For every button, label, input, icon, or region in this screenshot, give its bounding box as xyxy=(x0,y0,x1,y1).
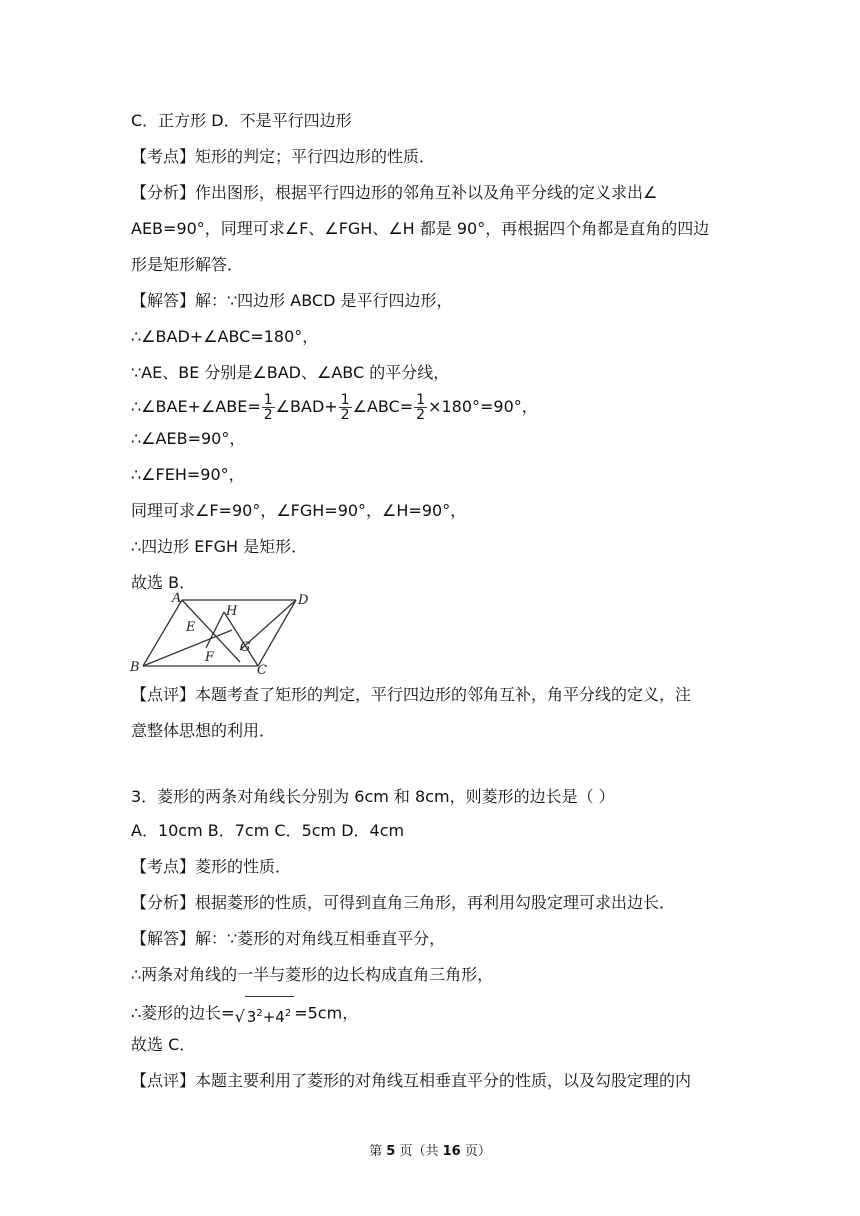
fraction-denominator: 2 xyxy=(263,407,273,423)
jieda-line-1: 【解答】解：∵四边形 ABCD 是平行四边形， xyxy=(131,291,453,310)
jieda-line-3: ∵AE、BE 分别是∠BAD、∠ABC 的平分线， xyxy=(131,363,450,382)
jieda-line-7: ∴四边形 EFGH 是矩形． xyxy=(131,537,308,556)
base-4: 4 xyxy=(275,1008,285,1026)
page-number: 5 xyxy=(386,1144,396,1159)
q3-fenxi: 【分析】根据菱形的性质，可得到直角三角形，再利用勾股定理可求出边长． xyxy=(131,893,676,912)
option-line-c-d: C．正方形 D．不是平行四边形 xyxy=(131,111,352,130)
jieda-line-2: ∴∠BAD+∠ABC=180°， xyxy=(131,327,319,346)
jieda-line-6: 同理可求∠F=90°，∠FGH=90°，∠H=90°， xyxy=(131,501,467,520)
fraction-denominator: 2 xyxy=(416,407,426,423)
fenxi-line-3: 形是矩形解答． xyxy=(131,255,244,274)
radicand xyxy=(245,996,294,1032)
plus-sign: + xyxy=(262,1008,276,1026)
question-3-options: A．10cm B．7cm C．5cm D．4cm xyxy=(131,821,405,840)
formula-part-3: ∠ABC= xyxy=(352,397,414,416)
angle-sum-formula xyxy=(131,392,538,422)
exponent-2: 2 xyxy=(284,1008,292,1019)
page-footer xyxy=(0,1140,860,1159)
q3-dianping: 【点评】本题主要利用了菱形的对角线互相垂直平分的性质，以及勾股定理的内 xyxy=(131,1071,692,1090)
footer-prefix: 第 xyxy=(369,1144,387,1159)
label-g: G xyxy=(240,640,251,655)
formula2-prefix: ∴菱形的边长= xyxy=(131,1003,235,1023)
answer-line-c: 故选 C． xyxy=(131,1035,196,1054)
label-d: D xyxy=(298,593,309,608)
kaodian-line: 【考点】矩形的判定；平行四边形的性质． xyxy=(131,147,436,166)
formula-part-2: ∠BAD+ xyxy=(275,397,338,416)
label-b: B xyxy=(130,660,140,675)
label-c: C xyxy=(257,663,267,675)
jieda-line-5: ∴∠FEH=90°， xyxy=(131,465,245,484)
footer-middle: 页（共 xyxy=(395,1144,443,1159)
fraction-half-2 xyxy=(339,393,352,422)
fraction-numerator: 1 xyxy=(416,392,426,408)
fenxi-line-1: 【分析】作出图形，根据平行四边形的邻角互补以及角平分线的定义求出∠ xyxy=(131,183,658,202)
formula-part-1: ∴∠BAE+∠ABE= xyxy=(131,397,261,416)
dianping-line-1: 【点评】本题考查了矩形的判定，平行四边形的邻角互补，角平分线的定义，注 xyxy=(131,685,692,704)
q3-jieda-2: ∴两条对角线的一半与菱形的边长构成直角三角形， xyxy=(131,965,494,984)
fraction-denominator: 2 xyxy=(340,407,350,423)
label-f: F xyxy=(205,650,215,665)
jieda-line-4: ∴∠AEB=90°， xyxy=(131,429,246,448)
q3-jieda-1: 【解答】解：∵菱形的对角线互相垂直平分， xyxy=(131,929,446,948)
fenxi-line-2: AEB=90°，同理可求∠F、∠FGH、∠H 都是 90°，再根据四个角都是直角的四边 xyxy=(131,219,710,238)
base-3: 3 xyxy=(246,1008,257,1026)
side-ab xyxy=(143,600,182,666)
total-pages: 16 xyxy=(442,1144,461,1159)
side-dc xyxy=(258,600,296,666)
question-3-stem: 3．菱形的两条对角线长分别为 6cm 和 8cm，则菱形的边长是（ ） xyxy=(131,787,615,806)
fraction-half-1 xyxy=(262,393,275,422)
answer-line-b: 故选 B． xyxy=(131,573,196,592)
radical-sign: √ xyxy=(234,1007,245,1026)
formula2-suffix: =5cm， xyxy=(294,1003,359,1023)
q3-kaodian: 【考点】菱形的性质． xyxy=(131,857,292,876)
formula-part-4: ×180°=90°， xyxy=(428,397,538,416)
fraction-numerator: 1 xyxy=(263,392,273,408)
label-a: A xyxy=(172,591,182,606)
square-root xyxy=(235,996,295,1032)
dianping-line-2: 意整体思想的利用． xyxy=(131,721,276,740)
bisector-be xyxy=(143,630,232,666)
parallelogram-figure xyxy=(128,590,313,675)
footer-suffix: 页） xyxy=(460,1144,491,1159)
side-length-formula xyxy=(131,996,358,1032)
exponent-2: 2 xyxy=(256,1008,263,1019)
fraction-half-3 xyxy=(414,393,427,422)
fraction-numerator: 1 xyxy=(340,392,350,408)
label-h: H xyxy=(226,604,238,619)
label-e: E xyxy=(186,620,196,635)
